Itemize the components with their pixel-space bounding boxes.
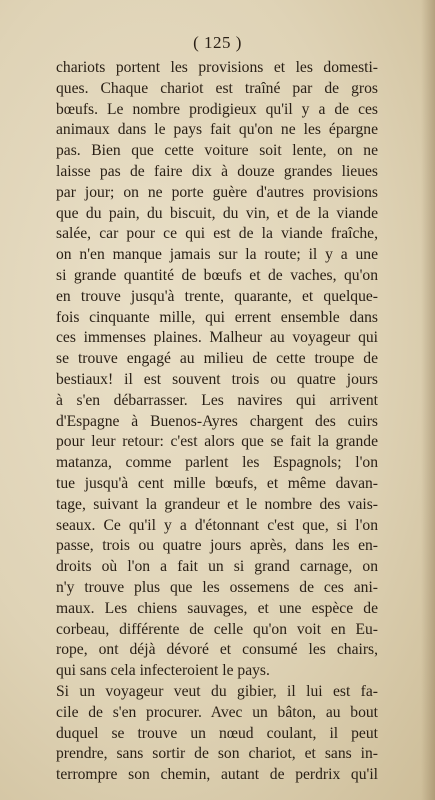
text-line: se trouve engagé au milieu de cette troupe de [56, 350, 378, 368]
text-line: que du pain, du biscuit, du vin, et de la viande [56, 204, 378, 222]
body-text [56, 58, 378, 786]
text-line: pour leur retour: c'est alors que se fait la grande [56, 433, 378, 451]
text-line: matanza, comme parlent les Espagnols; l'on [56, 454, 378, 472]
text-line: prendre, sans sortir de son chariot, et sans in- [56, 745, 378, 763]
text-line: qui sans cela infecteroient le pays. [56, 662, 270, 680]
text-line: bestiaux! il est souvent trois ou quatre jours [56, 370, 378, 388]
text-line: à s'en débarrasser. Les navires qui arrivent [56, 391, 378, 409]
text-line: d'Espagne à Buenos-Ayres chargent des cuirs [56, 412, 378, 430]
text-line: terrompre son chemin, autant de perdrix qu'il [56, 766, 378, 784]
text-line: laisse pas de faire dix à douze grandes lieues [56, 162, 378, 180]
page-number: ( 125 ) [193, 33, 242, 52]
text-line: seaux. Ce qu'il y a d'étonnant c'est que, si l'on [56, 516, 378, 534]
text-line: si grande quantité de bœufs et de vaches, qu'on [56, 266, 378, 284]
text-line: maux. Les chiens sauvages, et une espèce de [56, 599, 378, 617]
text-line: animaux dans le pays fait qu'on ne les épargne [56, 121, 378, 139]
text-line: par jour; on ne porte guère d'autres provisions [56, 183, 378, 201]
text-line: tage, suivant la grandeur et le nombre des vais- [56, 495, 378, 513]
text-line: passe, trois ou quatre jours après, dans les en- [56, 537, 378, 555]
text-line: chariots portent les provisions et les domesti- [56, 59, 378, 76]
text-line: ques. Chaque chariot est traîné par de gros [56, 79, 378, 97]
text-line: pas. Bien que cette voiture soit lente, on ne [56, 142, 378, 160]
text-line: droits où l'on a fait un si grand carnage, on [56, 558, 378, 576]
text-line: ces immenses plaines. Malheur au voyageur qui [56, 329, 378, 347]
text-line: cile de s'en procurer. Avec un bâton, au bout [56, 703, 378, 721]
text-line: on n'en manque jamais sur la route; il y a une [56, 246, 378, 264]
text-line: salée, car pour ce qui est de la viande fraîche, [56, 225, 378, 243]
text-line: tue jusqu'à cent mille bœufs, et même davan- [56, 474, 378, 492]
text-line: corbeau, différente de celle qu'on voit en Eu- [56, 620, 378, 638]
text-line: en trouve jusqu'à trente, quarante, et quelque- [56, 287, 378, 305]
text-line: Si un voyageur veut du gibier, il lui est fa- [56, 682, 378, 700]
text-line: bœufs. Le nombre prodigieux qu'il y a de ces [56, 100, 378, 118]
text-line: duquel se trouve un nœud coulant, il peut [56, 724, 378, 742]
text-line: n'y trouve plus que les ossemens de ces ani- [56, 578, 378, 596]
text-line: fois cinquante mille, qui errent ensemble dans [56, 308, 378, 326]
text-line: rope, ont déjà dévoré et consumé les chairs, [56, 641, 378, 659]
